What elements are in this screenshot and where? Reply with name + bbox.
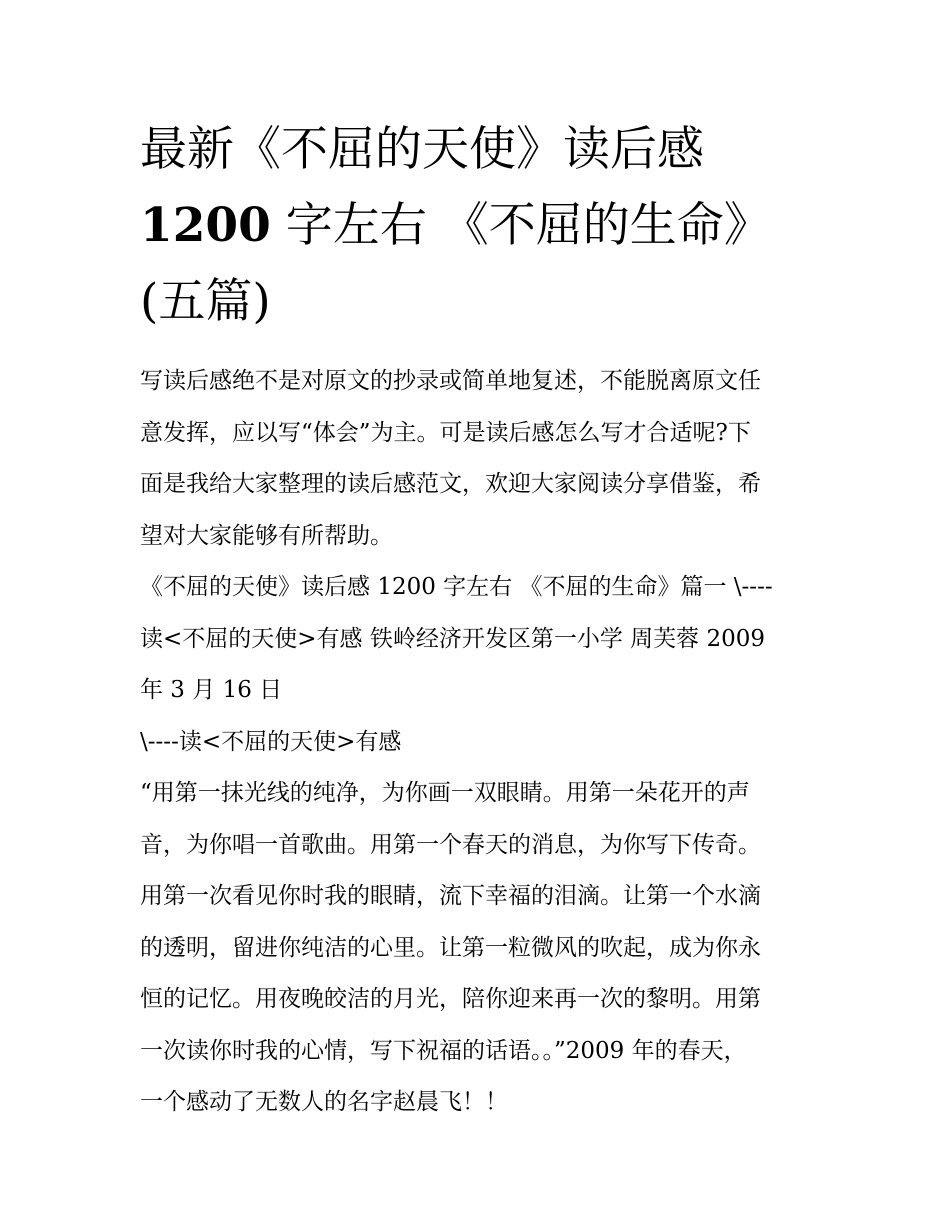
body-line: 面是我给大家整理的读后感范文，欢迎大家阅读分享借鉴，希 <box>140 471 761 497</box>
document-body <box>140 356 820 1129</box>
body-line: 写读后感绝不是对原文的抄录或简单地复述，不能脱离原文任 <box>140 368 761 394</box>
body-line: 意发挥，应以写“体会”为主。可是读后感怎么写才合适呢?下 <box>140 419 751 446</box>
body-line: 用第一次看见你时我的眼睛，流下幸福的泪滴。让第一个水滴 <box>140 883 761 909</box>
body-line: 音，为你唱一首歌曲。用第一个春天的消息，为你写下传奇。 <box>140 831 761 858</box>
body-line: 的透明，留进你纯洁的心里。让第一粒微风的吹起，成为你永 <box>140 934 761 961</box>
body-line: 《不屈的天使》读后感 1200 字左右 《不屈的生命》篇一 \---- <box>140 574 773 600</box>
title-line-3: (五篇) <box>140 274 271 329</box>
body-line: “用第一抹光线的纯净，为你画一双眼睛。用第一朵花开的声 <box>140 780 750 806</box>
body-line: 读<不屈的天使>有感 铁岭经济开发区第一小学 周芙蓉 2009 <box>140 625 766 652</box>
body-line: 望对大家能够有所帮助。 <box>140 522 393 549</box>
body-line: 恒的记忆。用夜晚皎洁的月光，陪你迎来再一次的黎明。用第 <box>140 986 761 1012</box>
title-word-count: 1200 <box>140 198 271 253</box>
body-line: \----读<不屈的天使>有感 <box>140 728 402 755</box>
body-line: 一个感动了无数人的名字赵晨飞！！ <box>140 1089 508 1115</box>
body-line: 年 3 月 16 日 <box>140 677 283 703</box>
title-line-2 <box>140 188 820 264</box>
title-line-1: 最新《不屈的天使》读后感 <box>140 122 704 177</box>
title-line-2-text: 字左右 《不屈的生命》 <box>270 198 771 253</box>
document-title <box>140 112 820 340</box>
body-line: 一次读你时我的心情，写下祝福的话语。。”2009 年的春天， <box>140 1037 747 1064</box>
